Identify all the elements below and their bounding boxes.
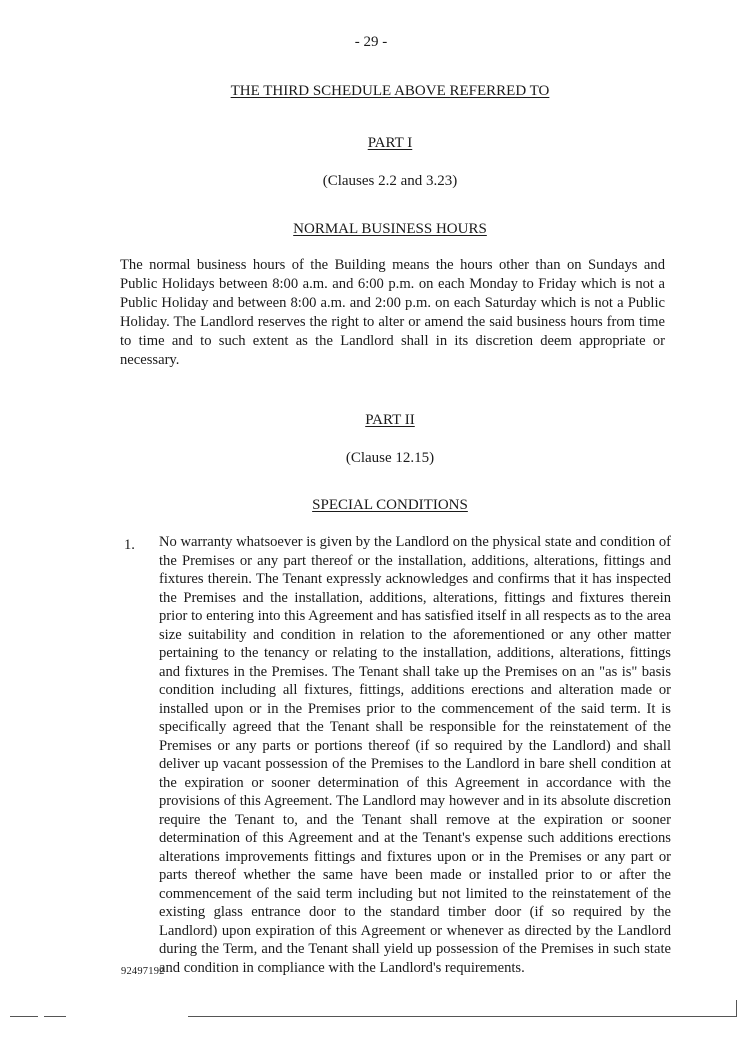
scan-edge-line (44, 1016, 66, 1017)
part-i-title-text: PART I (367, 135, 413, 151)
part-i-title (19, 135, 742, 152)
scan-edge-line (188, 1016, 736, 1017)
list-item-number: 1. (124, 537, 135, 553)
scan-edge-corner (736, 1000, 737, 1017)
part-ii-clause: (Clause 12.15) (345, 450, 435, 466)
special-conditions-title (19, 497, 742, 514)
schedule-title (19, 83, 742, 100)
list-item-text: No warranty whatsoever is given by the Landlord on the physical state and condition of the Premises or any part thereof or the installation, additions, alterations, fittings and fixtures therein. The Tenant expressly acknowledges and confirms that it has inspected the Premises and the installation, additions, alterations, fittings and fixtures therein prior to entering into this Agreement and has satisfied itself in all respects as to the area size suitability and condition in relation to the aforementioned or any other matter pertaining to the tenancy or relating to the installation, additions, alterations, fittings and fixtures in the Premises. The Tenant shall take up the Premises on an "as is" basis condition including all fixtures, fittings, additions erections and alteration made or installed upon or in the Premises prior to the commencement of the said term. It is specifically agreed that the Tenant shall be responsible for the reinstatement of the Premises or any parts or portions thereof (if so required by the Landlord) and shall deliver up vacant possession of the Premises to the Landlord in bare shell condition at the expiration or sooner determination of this Agreement in accordance with the provisions of this Agreement. The Landlord may however and in its absolute discretion require the Tenant to, and the Tenant shall remove at the expiration or sooner determination of this Agreement and at the Tenant's expense such additions erections alterations improvements fittings and fixtures upon or in the Premises or any part or parts thereof whether the same have been made or installed prior to or after the commencement of the said term including but not limited to the reinstatement of the existing glass entrance door to the standard timber door (if so required by the Landlord) upon expiration of this Agreement or whenever as directed by the Landlord during the Term, and the Tenant shall yield up possession of the Premises in such state and condition in compliance with the Landlord's requirements. (159, 534, 671, 976)
part-i-clauses: (Clauses 2.2 and 3.23) (322, 173, 458, 189)
page-number: - 29 - (354, 34, 388, 50)
schedule-title-text: THE THIRD SCHEDULE ABOVE REFERRED TO (230, 83, 550, 99)
special-conditions-title-text: SPECIAL CONDITIONS (312, 497, 468, 513)
normal-business-hours-title (19, 221, 742, 238)
document-id: 92497192 (121, 966, 165, 977)
normal-business-hours-title-text: NORMAL BUSINESS HOURS (293, 221, 487, 237)
part-ii-title (19, 412, 742, 429)
part-ii-title-text: PART II (365, 412, 415, 428)
scan-edge-line (10, 1016, 38, 1017)
business-hours-paragraph: The normal business hours of the Building means the hours other than on Sundays and Public Holidays between 8:00 a.m. and 6:00 p.m. on each Monday to Friday which is not a Public Holiday and between 8:00 a.m. and 2:00 p.m. on each Saturday which is not a Public Holiday. The Landlord reserves the right to alter or amend the said business hours from time to time and to such extent as the Landlord shall in its discretion deem appropriate or necessary. (120, 257, 665, 368)
